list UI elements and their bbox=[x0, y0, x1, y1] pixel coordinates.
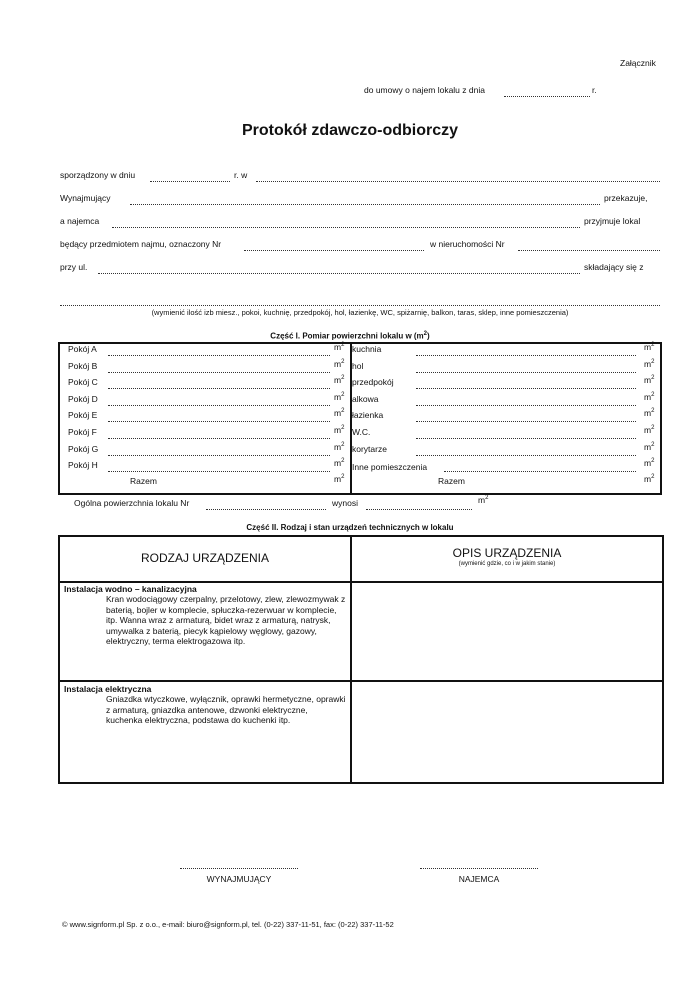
tenant-field[interactable] bbox=[112, 227, 580, 228]
street-label: przy ul. bbox=[60, 262, 88, 272]
agreement-date-field[interactable] bbox=[504, 96, 590, 97]
area-unit: $m^2$ bbox=[334, 408, 345, 419]
room-label: alkowa bbox=[352, 393, 379, 404]
area-unit: $m^2$ bbox=[644, 375, 655, 386]
premises-number-field[interactable] bbox=[244, 250, 424, 251]
room-area-field[interactable] bbox=[108, 405, 330, 406]
footer-copyright: © www.signform.pl Sp. z o.o., e-mail: biuro@signform.pl, tel. (0-22) 337-11-51, fax: (0-22) 337-11-52 bbox=[62, 920, 394, 929]
installation-title: Instalacja wodno – kanalizacyjna bbox=[64, 584, 197, 594]
area-unit: $m^2$ bbox=[644, 342, 655, 352]
room-area-field[interactable] bbox=[416, 372, 636, 373]
area-unit: $m^2$ bbox=[334, 425, 345, 435]
area-unit: $m^2$ bbox=[644, 425, 655, 435]
room-label: łazienka bbox=[352, 410, 384, 421]
overall-area-field[interactable] bbox=[366, 509, 472, 510]
room-label: przedpokój bbox=[352, 377, 394, 388]
area-unit: $m^2$ bbox=[644, 441, 655, 452]
page-title: Protokół zdawczo-odbiorczy bbox=[241, 122, 458, 139]
rooms-list-field[interactable] bbox=[60, 305, 660, 306]
installation-notes-field[interactable] bbox=[352, 682, 660, 780]
room-area-field[interactable] bbox=[416, 421, 636, 422]
room-area-field[interactable] bbox=[108, 388, 330, 389]
room-label: korytarze bbox=[352, 443, 387, 454]
room-area-field[interactable] bbox=[108, 438, 330, 439]
room-label: Pokój E bbox=[68, 410, 98, 421]
room-label: Pokój D bbox=[68, 393, 98, 404]
rooms-list-hint: (wymienić ilość izb miesz., pokoi, kuchnię, przedpokój, hol, łazienkę, WC, spiżarnię, balkon, taras, sklep, inne pomieszczenia) bbox=[151, 308, 569, 317]
room-area-field[interactable] bbox=[444, 471, 636, 472]
right-total-label: Razem bbox=[438, 475, 465, 486]
accepts-label: przyjmuje lokal bbox=[584, 216, 641, 226]
overall-area-unit: $m^2$ bbox=[478, 495, 489, 505]
left-total-label: Razem bbox=[130, 475, 157, 486]
area-unit: $m^2$ bbox=[644, 473, 655, 484]
area-unit: $m^2$ bbox=[644, 391, 655, 402]
room-label: W.C. bbox=[352, 427, 371, 437]
landlord-field[interactable] bbox=[130, 204, 600, 205]
room-label: Pokój H bbox=[68, 460, 98, 471]
room-label: hol bbox=[352, 360, 364, 371]
part2-heading: Część II. Rodzaj i stan urządzeń technicznych w lokalu bbox=[246, 523, 454, 532]
landlord-signature-label: WYNAJMUJĄCY bbox=[206, 874, 272, 884]
drawn-on-date-field[interactable] bbox=[150, 181, 230, 182]
hands-over-label: przekazuje, bbox=[604, 193, 648, 203]
room-area-field[interactable] bbox=[108, 372, 330, 373]
room-label: Inne pomieszczenia bbox=[352, 462, 428, 473]
installation-notes-field[interactable] bbox=[352, 583, 660, 679]
overall-premises-number-field[interactable] bbox=[206, 509, 326, 510]
area-unit: $m^2$ bbox=[644, 408, 655, 419]
area-unit: $m^2$ bbox=[334, 342, 345, 352]
room-label: Pokój C bbox=[68, 377, 98, 388]
street-field[interactable] bbox=[98, 273, 580, 274]
amounts-label: wynosi bbox=[332, 498, 358, 508]
area-unit: $m^2$ bbox=[334, 473, 345, 484]
installation-description: Gniazdka wtyczkowe, wyłącznik, oprawki hermetyczne, oprawki z armaturą, gniazdka antenowe, dzwonki elektryczne, kuchenka elektryczna, podstawa do kuchenki itp. bbox=[106, 694, 346, 725]
place-label: r. w bbox=[234, 170, 248, 180]
area-unit: $m^2$ bbox=[334, 358, 345, 369]
room-area-field[interactable] bbox=[416, 355, 636, 356]
part1-heading: Część I. Pomiar powierzchni lokalu w $(m^2)$ bbox=[270, 331, 430, 341]
col-description-header: OPIS URZĄDZENIA bbox=[452, 546, 562, 560]
tenant-signature-field[interactable] bbox=[420, 868, 538, 869]
installation-description: Kran wodociągowy czerpalny, przelotowy, zlew, zlewozmywak z baterią, bojler w komplecie, spłuczka-rezerwuar w komplecie, itp. Wanna wraz z armaturą, bidet wraz z armaturą, natrysk, umywalka z baterią, piecyk kąpielowy węglowy, gazowy, elektryczny, terma elektrogazowa itp. bbox=[106, 594, 346, 646]
landlord-signature-field[interactable] bbox=[180, 868, 298, 869]
room-area-field[interactable] bbox=[416, 455, 636, 456]
place-field[interactable] bbox=[256, 181, 660, 182]
room-area-field[interactable] bbox=[108, 455, 330, 456]
overall-area-label: Ogólna powierzchnia lokalu Nr bbox=[74, 498, 190, 508]
area-unit: $m^2$ bbox=[334, 441, 345, 452]
room-area-field[interactable] bbox=[416, 405, 636, 406]
premises-label: będący przedmiotem najmu, oznaczony Nr bbox=[60, 239, 222, 249]
building-number-field[interactable] bbox=[518, 250, 660, 251]
installation-title: Instalacja elektryczna bbox=[64, 684, 152, 694]
area-unit: $m^2$ bbox=[334, 375, 345, 386]
room-area-field[interactable] bbox=[416, 438, 636, 439]
room-area-field[interactable] bbox=[416, 388, 636, 389]
room-area-field[interactable] bbox=[108, 355, 330, 356]
col-type-header: RODZAJ URZĄDZENIA bbox=[140, 551, 269, 565]
building-label: w nieruchomości Nr bbox=[430, 239, 505, 249]
area-unit: $m^2$ bbox=[334, 391, 345, 402]
area-unit: $m^2$ bbox=[334, 458, 345, 469]
area-unit: $m^2$ bbox=[644, 358, 655, 369]
landlord-label: Wynajmujący bbox=[60, 193, 111, 203]
room-label: Pokój G bbox=[68, 443, 99, 454]
tenant-signature-label: NAJEMCA bbox=[458, 874, 500, 884]
room-label: Pokój F bbox=[68, 427, 97, 437]
room-label: kuchnia bbox=[352, 344, 382, 354]
area-unit: $m^2$ bbox=[644, 458, 655, 469]
agreement-date-suffix: r. bbox=[592, 85, 597, 95]
room-area-field[interactable] bbox=[108, 471, 330, 472]
room-label: Pokój B bbox=[68, 360, 98, 371]
room-area-field[interactable] bbox=[108, 421, 330, 422]
consisting-label: składający się z bbox=[584, 262, 644, 272]
installations-table bbox=[58, 535, 664, 784]
col-description-subheader: (wymienić gdzie, co i w jakim stanie) bbox=[458, 561, 556, 567]
room-label: Pokój A bbox=[68, 344, 97, 354]
attachment-label: Załącznik bbox=[620, 58, 656, 68]
table-row bbox=[64, 684, 346, 726]
drawn-on-label: sporządzony w dniu bbox=[60, 170, 136, 180]
tenant-label: a najemca bbox=[60, 216, 100, 226]
table-row bbox=[64, 584, 346, 647]
agreement-date-label: do umowy o najem lokalu z dnia bbox=[364, 85, 485, 95]
